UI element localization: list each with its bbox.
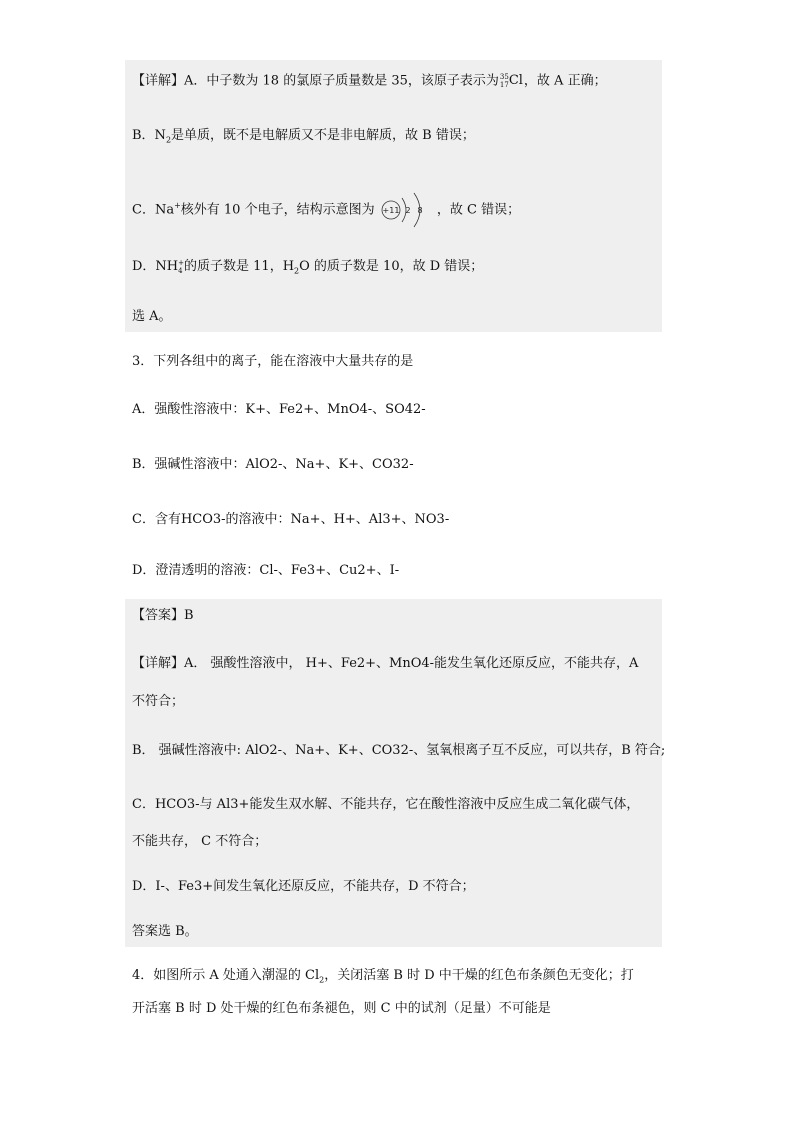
q3-option-a: A．强酸性溶液中：K+、Fe2+、MnO4-、SO42- bbox=[132, 402, 426, 417]
q3-option-d: D．澄清透明的溶液：Cl-、Fe3+、Cu2+、I- bbox=[132, 563, 400, 578]
sodium-ion-structure-diagram bbox=[380, 190, 432, 230]
q3-explain-a-line1: 【详解】A． 强酸性溶液中， H+、Fe2+、MnO4-能发生氧化还原反应，不能共存，A bbox=[132, 656, 639, 671]
q3-explain-a-line2: 不符合； bbox=[132, 694, 185, 709]
nuclide-notation: 35 17Cl bbox=[499, 72, 523, 89]
q3-conclusion: 答案选 B。 bbox=[132, 924, 198, 939]
q3-explain-c-line1: C．HCO3-与 Al3+能发生双水解、不能共存，它在酸性溶液中反应生成二氧化碳气体， bbox=[132, 797, 640, 812]
q2-explain-d: D．NH+ 4的质子数是 11，$H_2O$ 的质子数是 10，故 D 错误； bbox=[132, 258, 484, 276]
q3-option-b: B．强碱性溶液中：AlO2-、Na+、K+、CO32- bbox=[132, 457, 414, 472]
explain-tag: 【详解】 bbox=[132, 73, 185, 89]
q2-explain-a: 【详解】A．中子数为 18 的氯原子质量数是 35，该原子表示为35 17Cl，故 A 正确； bbox=[132, 71, 607, 92]
q3-answer: 【答案】B bbox=[132, 608, 194, 623]
q2-explain-b: B．$N_2$是单质，既不是电解质又不是非电解质，故 B 错误； bbox=[132, 128, 475, 145]
svg-text:8: 8 bbox=[417, 206, 423, 215]
q3-explain-d: D．I-、Fe3+间发生氧化还原反应，不能共存，D 不符合； bbox=[132, 879, 475, 894]
svg-text:2: 2 bbox=[405, 206, 411, 215]
q3-option-c: C．含有HCO3-的溶液中：Na+、H+、Al3+、NO3- bbox=[132, 512, 450, 527]
svg-text:+11: +11 bbox=[382, 206, 400, 215]
q3-explain-c-line2: 不能共存， C 不符合； bbox=[132, 834, 268, 849]
q2-explain-c: C．Na+核外有 10 个电子，结构示意图为 +11 2 8 ，故 C 错误； bbox=[132, 190, 520, 230]
q2-conclusion: 选 A。 bbox=[132, 309, 172, 324]
q4-stem-line1: 4．如图所示 A 处通入潮湿的 $Cl_2$，关闭活塞 B 时 D 中干燥的红色布条颜色无变化；打 bbox=[132, 968, 634, 985]
q3-explain-b: B． 强碱性溶液中: AlO2-、Na+、K+、CO32-、氢氧根离子互不反应，可以共存，B 符合; bbox=[132, 743, 666, 758]
q4-stem-line2: 开活塞 B 时 D 处干燥的红色布条褪色，则 C 中的试剂（足量）不可能是 bbox=[132, 1001, 551, 1016]
q3-stem: 3．下列各组中的离子，能在溶液中大量共存的是 bbox=[132, 354, 414, 369]
